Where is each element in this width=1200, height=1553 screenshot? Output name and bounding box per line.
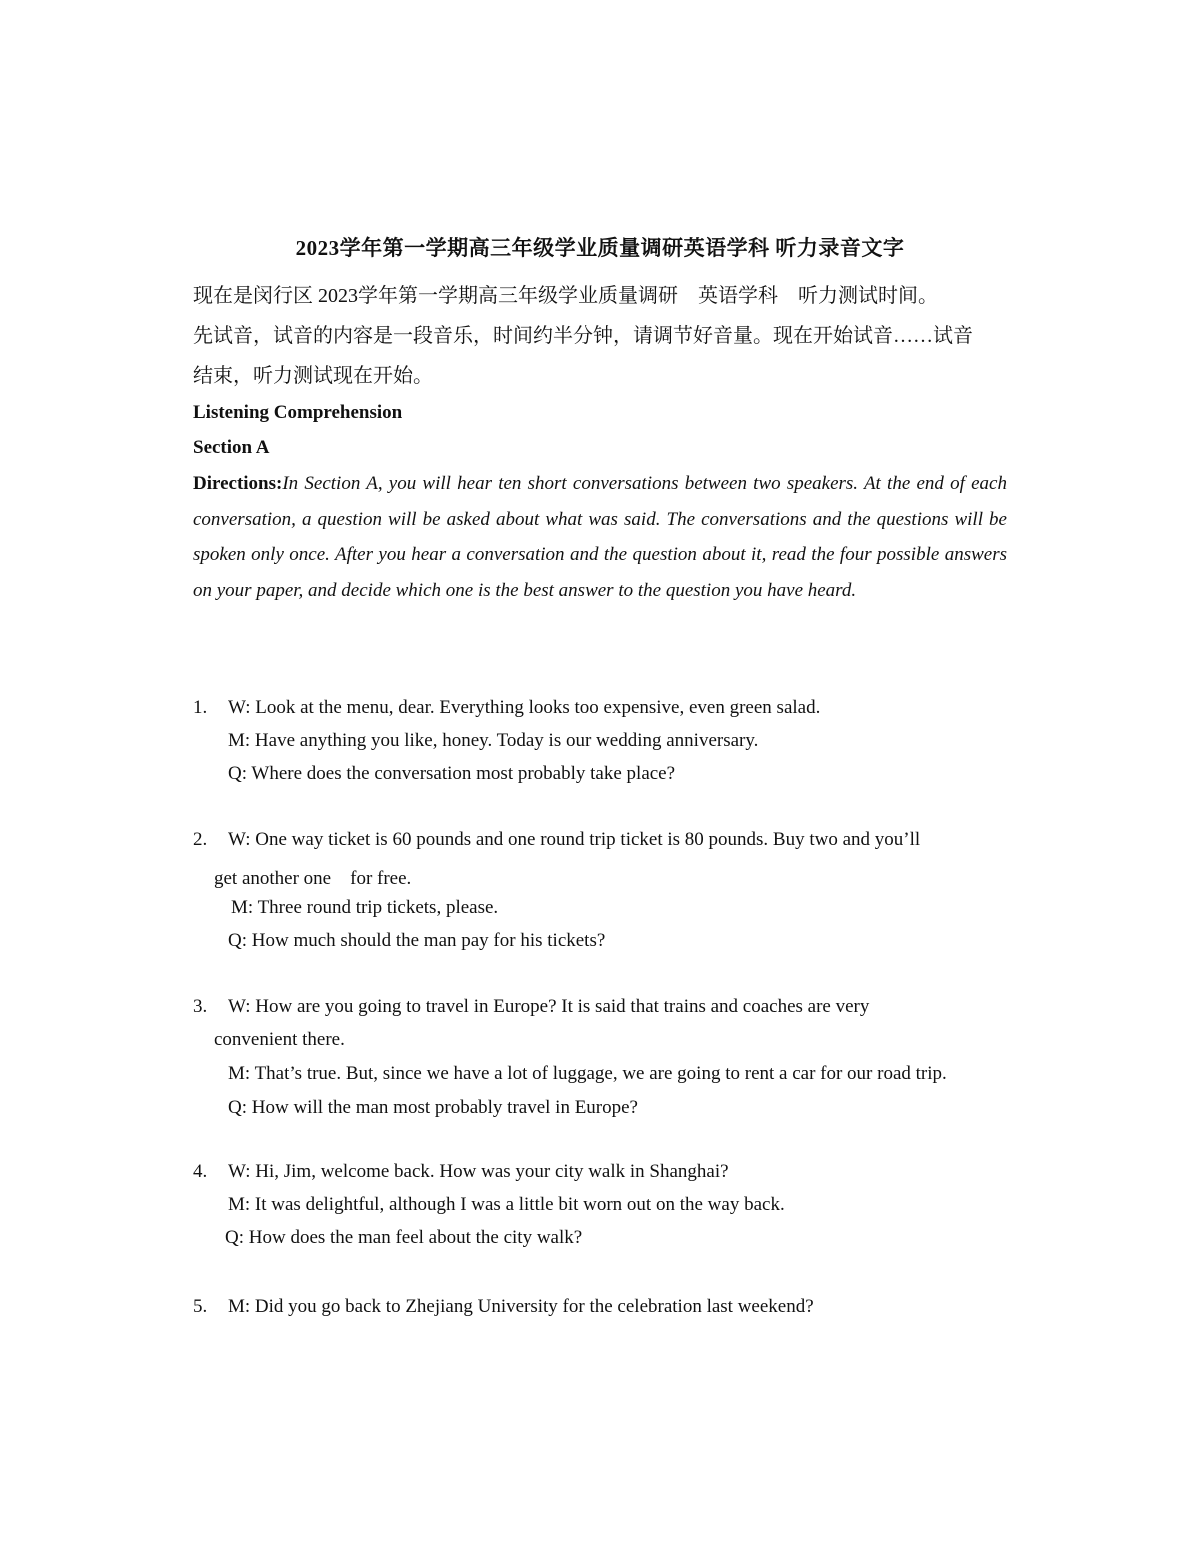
directions-label: Directions: — [193, 473, 283, 494]
item-3-line-3: M: That’s true. But, since we have a lot of luggage, we are going to rent a car for our road trip. — [228, 1063, 947, 1084]
item-4-line-3: Q: How does the man feel about the city walk? — [225, 1227, 583, 1248]
item-5-number: 5. — [193, 1296, 208, 1317]
directions-text: In Section A, you will hear ten short conversations between two speakers. At the end of each conversation, a question will be asked about what was said. The conversations and the questions will be spoken only once. After you hear a conversation and the question about it, read the four possible answers on your paper, and decide which one is the best answer to the question you have heard. — [193, 473, 1007, 602]
item-2-number: 2. — [193, 829, 208, 850]
item-3-line-1: W: How are you going to travel in Europe? It is said that trains and coaches are very — [228, 996, 870, 1017]
item-4-number: 4. — [193, 1161, 208, 1182]
item-3-line-2: convenient there. — [214, 1029, 345, 1050]
item-4-line-1: W: Hi, Jim, welcome back. How was your city walk in Shanghai? — [228, 1161, 729, 1182]
intro-line-2: 先试音，试音的内容是一段音乐，时间约半分钟，请调节好音量。现在开始试音……试音 — [193, 325, 973, 347]
item-2-line-4: Q: How much should the man pay for his tickets? — [228, 930, 606, 951]
document-title: 2023学年第一学期高三年级学业质量调研英语学科 听力录音文字 — [295, 236, 905, 260]
item-3-number: 3. — [193, 996, 208, 1017]
item-1-number: 1. — [193, 697, 208, 718]
item-1-line-3: Q: Where does the conversation most probably take place? — [228, 763, 676, 784]
item-2-line-2: get another one for free. — [214, 868, 412, 889]
item-2-line-3: M: Three round trip tickets, please. — [231, 897, 499, 918]
intro-line-1: 现在是闵行区 2023学年第一学期高三年级学业质量调研 英语学科 听力测试时间。 — [193, 285, 938, 307]
intro-line-3: 结束，听力测试现在开始。 — [193, 365, 433, 387]
directions-paragraph — [193, 466, 1007, 609]
heading-listening-comprehension: Listening Comprehension — [193, 402, 403, 423]
item-3-line-4: Q: How will the man most probably travel in Europe? — [228, 1097, 638, 1118]
item-2-line-1: W: One way ticket is 60 pounds and one round trip ticket is 80 pounds. Buy two and you’ll — [228, 829, 921, 850]
item-1-line-2: M: Have anything you like, honey. Today is our wedding anniversary. — [228, 730, 759, 751]
item-4-line-2: M: It was delightful, although I was a little bit worn out on the way back. — [228, 1194, 785, 1215]
item-1-line-1: W: Look at the menu, dear. Everything looks too expensive, even green salad. — [228, 697, 821, 718]
item-5-line-1: M: Did you go back to Zhejiang University for the celebration last weekend? — [228, 1296, 814, 1317]
heading-section-a: Section A — [193, 437, 270, 458]
